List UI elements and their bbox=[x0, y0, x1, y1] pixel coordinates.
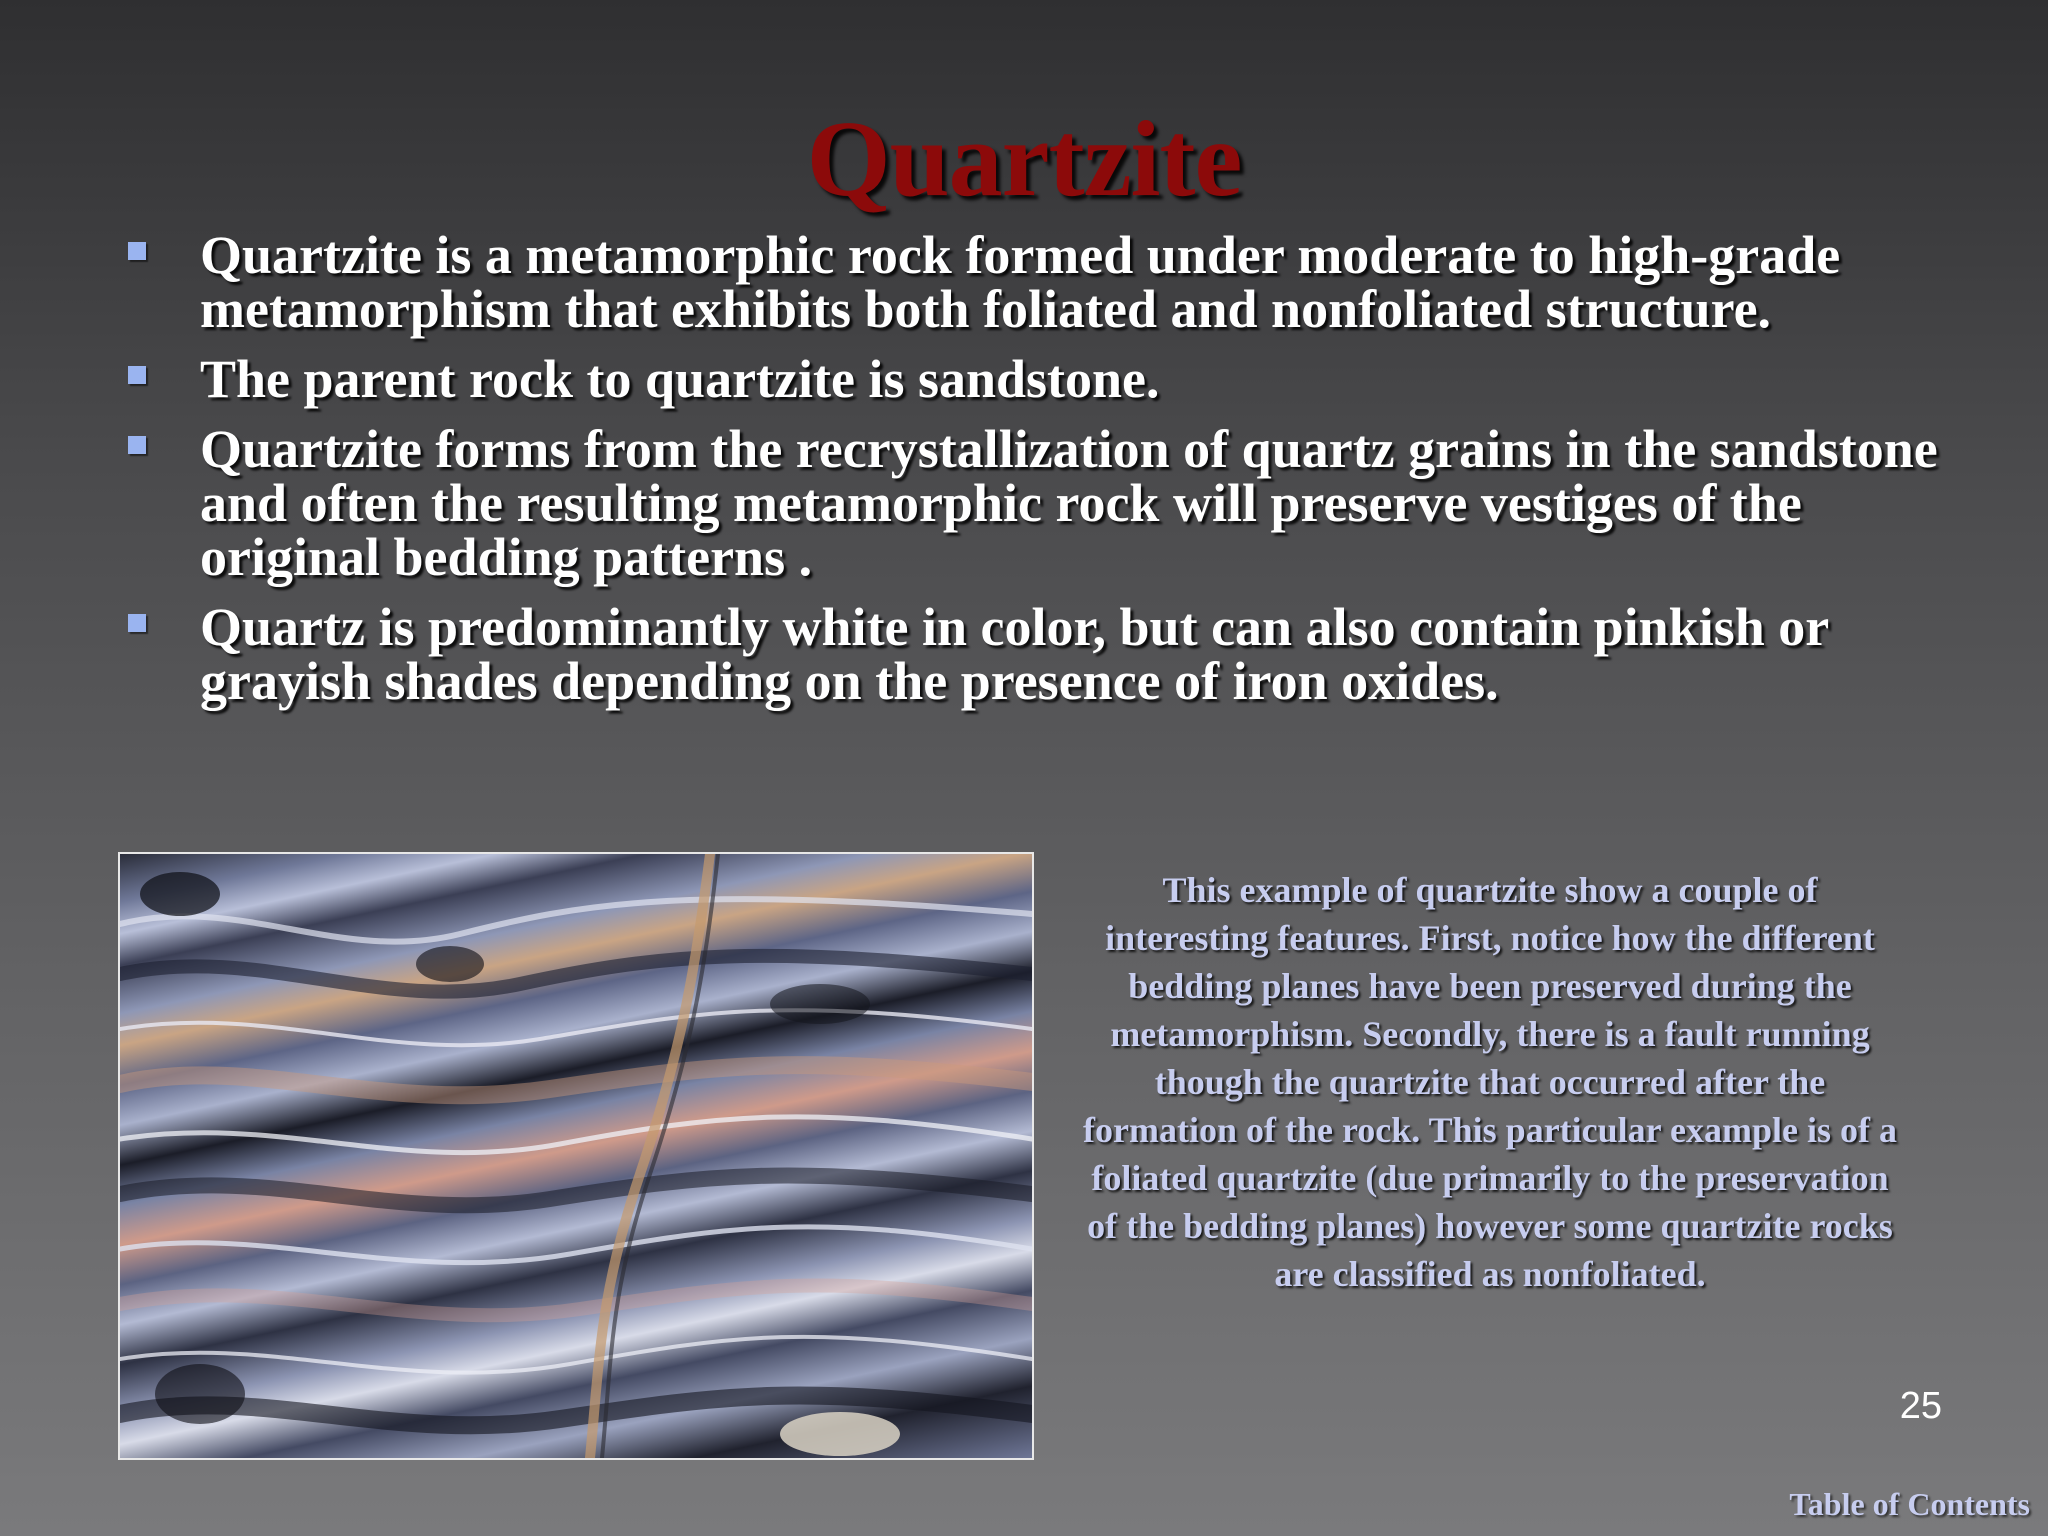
bullet-text: The parent rock to quartzite is sandstone. bbox=[200, 349, 1160, 409]
quartzite-layers-illustration bbox=[120, 854, 1032, 1458]
square-bullet-icon bbox=[128, 242, 146, 260]
bullet-text: Quartzite forms from the recrystallization of quartz grains in the sandstone and often the resulting metamorphic rock will preserve vestiges of the original bedding patterns . bbox=[200, 419, 1938, 587]
photo-caption: This example of quartzite show a couple of interesting features. First, notice how the different bedding planes have been preserved during the metamorphism. Secondly, there is a fault running though the quartzite that occurred after the formation of the rock. This particular example is of a foliated quartzite (due primarily to the preservation of the bedding planes) however some quartzite rocks are classified as nonfoliated. bbox=[1083, 870, 1897, 1294]
quartzite-photo bbox=[118, 852, 1034, 1460]
bullet-item bbox=[120, 419, 1940, 587]
table-of-contents-link[interactable]: Table of Contents bbox=[1789, 1486, 2030, 1522]
square-bullet-icon bbox=[128, 614, 146, 632]
bullet-item bbox=[120, 225, 1940, 339]
page-number: 25 bbox=[1899, 1385, 1942, 1427]
bullet-text: Quartz is predominantly white in color, but can also contain pinkish or grayish shades depending on the presence of iron oxides. bbox=[200, 597, 1829, 711]
bullet-text: Quartzite is a metamorphic rock formed under moderate to high-grade metamorphism that exhibits both foliated and nonfoliated structure. bbox=[200, 225, 1841, 339]
slide-title: Quartzite bbox=[806, 100, 1242, 219]
bullet-item bbox=[120, 349, 1940, 409]
bullet-item bbox=[120, 597, 1940, 711]
square-bullet-icon bbox=[128, 366, 146, 384]
square-bullet-icon bbox=[128, 436, 146, 454]
bullet-list bbox=[120, 225, 1940, 724]
